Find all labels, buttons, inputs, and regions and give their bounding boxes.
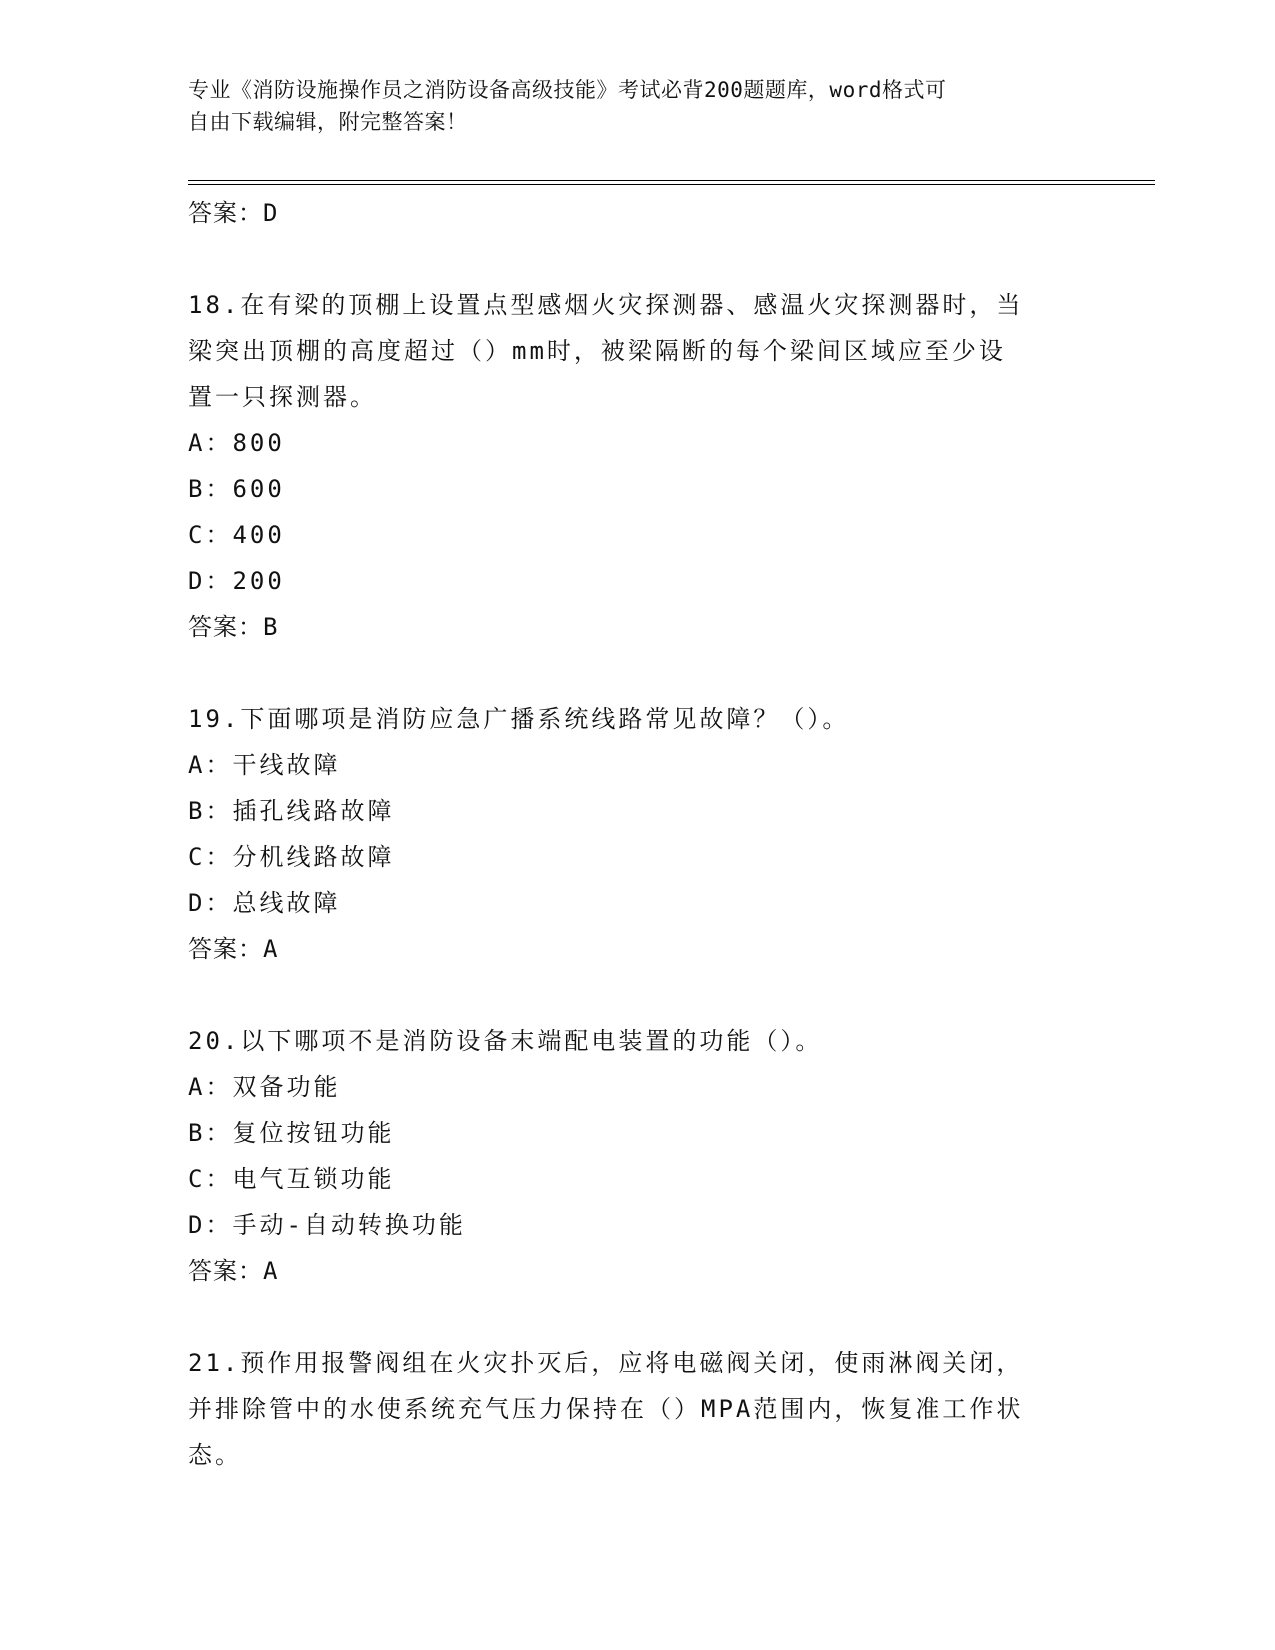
option-b: B：600 (188, 475, 285, 503)
question-block (188, 1340, 1088, 1478)
question-line: 20.以下哪项不是消防设备末端配电装置的功能（）。 (188, 1027, 823, 1055)
question-line: 态。 (188, 1441, 242, 1469)
header-title-line-1: 专业《消防设施操作员之消防设备高级技能》考试必背200题题库，word格式可 (188, 78, 947, 102)
spacer (188, 1294, 1088, 1340)
option-d: D：总线故障 (188, 889, 341, 917)
page-header (188, 74, 1068, 138)
spacer (188, 236, 1088, 282)
answer-line: 答案：A (188, 935, 279, 963)
question-block (188, 1018, 1088, 1294)
option-d: D：手动-自动转换功能 (188, 1211, 466, 1239)
question-line: 19.下面哪项是消防应急广播系统线路常见故障？（）。 (188, 705, 850, 733)
question-line: 梁突出顶棚的高度超过（）mm时，被梁隔断的每个梁间区域应至少设 (188, 337, 1006, 365)
option-c: C：400 (188, 521, 285, 549)
question-line: 21.预作用报警阀组在火灾扑灭后，应将电磁阀关闭，使雨淋阀关闭， (188, 1349, 1024, 1377)
answer-line: 答案：B (188, 613, 279, 641)
option-b: B：复位按钮功能 (188, 1119, 395, 1147)
header-title-line-2: 自由下载编辑，附完整答案！ (188, 110, 468, 134)
header-divider (188, 180, 1155, 181)
option-c: C：分机线路故障 (188, 843, 395, 871)
header-divider-second (188, 184, 1155, 185)
option-a: A：干线故障 (188, 751, 341, 779)
answer-line: 答案：D (188, 199, 279, 227)
question-line: 18.在有梁的顶棚上设置点型感烟火灾探测器、感温火灾探测器时，当 (188, 291, 1024, 319)
question-block (188, 696, 1088, 972)
question-line: 置一只探测器。 (188, 383, 377, 411)
question-block (188, 282, 1088, 650)
option-d: D：200 (188, 567, 285, 595)
option-c: C：电气互锁功能 (188, 1165, 395, 1193)
spacer (188, 650, 1088, 696)
answer-line: 答案：A (188, 1257, 279, 1285)
question-line: 并排除管中的水使系统充气压力保持在（）MPA范围内，恢复准工作状 (188, 1395, 1024, 1423)
page-content (188, 190, 1088, 1478)
spacer (188, 972, 1088, 1018)
option-a: A：800 (188, 429, 285, 457)
option-a: A：双备功能 (188, 1073, 341, 1101)
option-b: B：插孔线路故障 (188, 797, 395, 825)
